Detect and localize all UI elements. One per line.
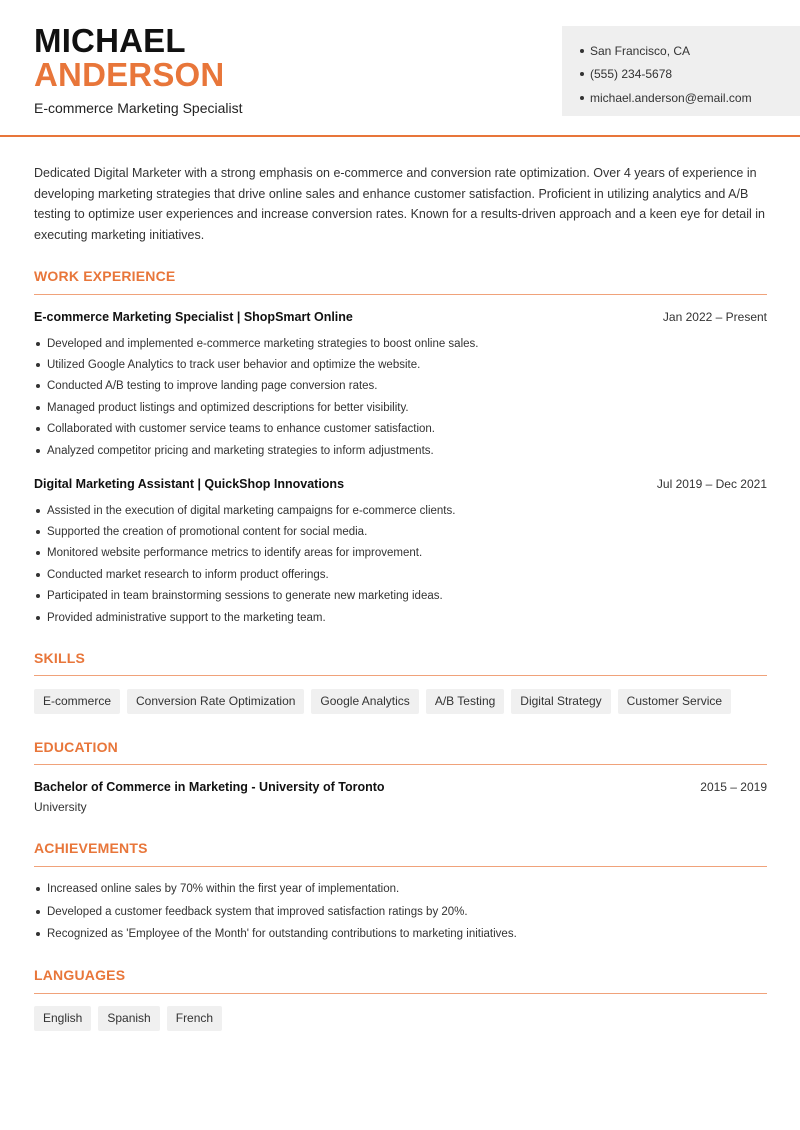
job-title-headline: E-commerce Marketing Specialist	[34, 100, 243, 116]
list-item	[34, 564, 767, 585]
bullet-icon	[580, 96, 584, 100]
degree-title: Bachelor of Commerce in Marketing - University of Toronto	[34, 780, 385, 794]
section-divider	[34, 866, 767, 867]
list-item	[34, 607, 767, 628]
work-experience-heading: WORK EXPERIENCE	[34, 268, 176, 284]
skill-tag: E-commerce	[34, 689, 120, 714]
bullet-icon	[36, 342, 40, 346]
list-item-text: Analyzed competitor pricing and marketing strategies to inform adjustments.	[47, 444, 434, 457]
bullet-icon	[36, 573, 40, 577]
list-item-text: Supported the creation of promotional content for social media.	[47, 526, 368, 539]
section-divider	[34, 764, 767, 765]
job-dates-2: Jul 2019 – Dec 2021	[656, 477, 767, 491]
list-item-text: Developed and implemented e-commerce marketing strategies to boost online sales.	[47, 337, 479, 350]
bullet-icon	[36, 530, 40, 534]
list-item	[34, 878, 767, 901]
list-item	[34, 333, 767, 354]
bullet-icon	[36, 406, 40, 410]
list-item	[34, 923, 767, 946]
languages-heading: LANGUAGES	[34, 967, 126, 983]
professional-summary: Dedicated Digital Marketer with a strong emphasis on e-commerce and conversion rate optimization. Over 4 years of experience in developing marketing strategies that drive online sales and enhance customer satisfaction. Proficient in utilizing analytics and A/B testing to optimize user experiences and increase conversion rates. Known for a results-driven approach and a keen eye for detail in executing marketing initiatives.	[34, 166, 765, 243]
contact-email[interactable]	[580, 86, 800, 110]
list-item-text: Monitored website performance metrics to identify areas for improvement.	[47, 547, 423, 560]
last-name: ANDERSON	[34, 56, 225, 93]
list-item-text: Collaborated with customer service teams to enhance customer satisfaction.	[47, 423, 435, 436]
bullet-icon	[36, 509, 40, 513]
job-bullets-1	[34, 333, 767, 461]
list-item-text: Managed product listings and optimized descriptions for better visibility.	[47, 401, 409, 414]
list-item	[34, 500, 767, 521]
language-tag: Spanish	[98, 1006, 159, 1031]
skills-tags	[34, 689, 731, 714]
section-divider	[34, 993, 767, 994]
bullet-icon	[580, 49, 584, 53]
education-heading: EDUCATION	[34, 739, 118, 755]
list-item-text: Conducted market research to inform product offerings.	[47, 568, 329, 581]
job-bullets-2	[34, 500, 767, 628]
list-item	[34, 419, 767, 440]
skill-tag: Digital Strategy	[511, 689, 610, 714]
job-header-2	[34, 477, 767, 491]
job-dates-1: Jan 2022 – Present	[662, 310, 767, 324]
bullet-icon	[36, 427, 40, 431]
bullet-icon	[36, 910, 40, 914]
first-name: MICHAEL	[34, 22, 186, 59]
list-item-text: Developed a customer feedback system that improved satisfaction ratings by 20%.	[47, 905, 468, 918]
bullet-icon	[36, 551, 40, 555]
list-item	[34, 521, 767, 542]
list-item-text: Conducted A/B testing to improve landing page conversion rates.	[47, 380, 378, 393]
language-tag: English	[34, 1006, 91, 1031]
skill-tag: Customer Service	[618, 689, 731, 714]
skill-tag: Conversion Rate Optimization	[127, 689, 304, 714]
bullet-icon	[580, 72, 584, 76]
job-title-2: Digital Marketing Assistant | QuickShop Innovations	[34, 477, 345, 491]
list-item-text: Assisted in the execution of digital marketing campaigns for e-commerce clients.	[47, 504, 456, 517]
contact-email-text[interactable]: michael.anderson@email.com	[590, 90, 752, 105]
bullet-icon	[36, 887, 40, 891]
list-item-text: Participated in team brainstorming sessions to generate new marketing ideas.	[47, 590, 443, 603]
section-divider	[34, 294, 767, 295]
list-item	[34, 543, 767, 564]
bullet-icon	[36, 594, 40, 598]
contact-location-text: San Francisco, CA	[590, 43, 691, 58]
education-entry	[34, 780, 767, 794]
contact-location	[580, 39, 800, 63]
bullet-icon	[36, 616, 40, 620]
list-item-text: Provided administrative support to the marketing team.	[47, 611, 326, 624]
bullet-icon	[36, 384, 40, 388]
job-header-1	[34, 310, 767, 324]
job-title-1: E-commerce Marketing Specialist | ShopSmart Online	[34, 310, 353, 324]
list-item	[34, 354, 767, 375]
bullet-icon	[36, 449, 40, 453]
contact-phone	[580, 63, 800, 87]
contact-box	[562, 26, 800, 116]
skill-tag: A/B Testing	[426, 689, 504, 714]
list-item-text: Increased online sales by 70% within the first year of implementation.	[47, 883, 400, 896]
achievements-heading: ACHIEVEMENTS	[34, 840, 148, 856]
list-item-text: Utilized Google Analytics to track user behavior and optimize the website.	[47, 359, 421, 372]
bullet-icon	[36, 363, 40, 367]
language-tag: French	[167, 1006, 222, 1031]
achievements-list	[34, 878, 767, 946]
skill-tag: Google Analytics	[311, 689, 418, 714]
list-item	[34, 586, 767, 607]
contact-phone-text: (555) 234-5678	[590, 67, 673, 82]
list-item	[34, 901, 767, 924]
resume-header	[0, 0, 800, 137]
list-item-text: Recognized as 'Employee of the Month' for outstanding contributions to marketing initiatives.	[47, 928, 517, 941]
section-divider	[34, 675, 767, 676]
skills-heading: SKILLS	[34, 650, 85, 666]
language-tags	[34, 1006, 222, 1031]
education-dates: 2015 – 2019	[700, 780, 767, 794]
list-item	[34, 440, 767, 461]
institution-type: University	[34, 800, 87, 814]
list-item	[34, 376, 767, 397]
list-item	[34, 397, 767, 418]
bullet-icon	[36, 932, 40, 936]
